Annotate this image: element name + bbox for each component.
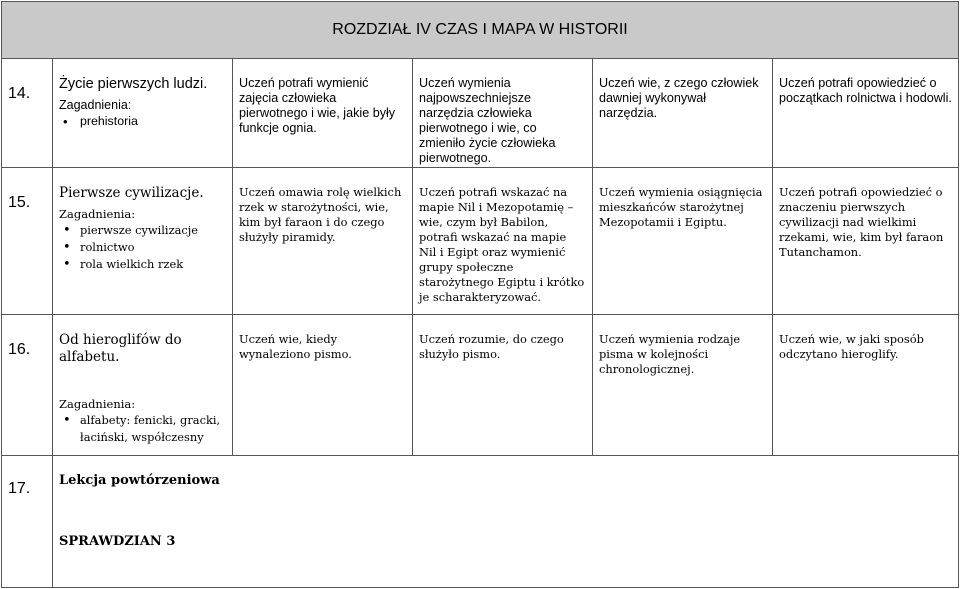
curriculum-table (1, 1, 959, 588)
topics-list (59, 222, 226, 273)
lesson-number: 17. (2, 456, 53, 588)
topics-list (59, 412, 226, 446)
lesson-number: 16. (2, 315, 53, 456)
lesson-cell (53, 315, 233, 456)
topic-item: • rolnictwo (63, 239, 226, 256)
requirement-cell: Uczeń potrafi opowiedzieć o znaczeniu pierwszych cywilizacji nad wielkimi rzekami, wie, kim był faraon Tutanchamon. (773, 168, 959, 315)
requirement-cell: Uczeń wie, z czego człowiek dawniej wykonywał narzędzia. (593, 58, 773, 167)
lesson-title: Lekcja powtórzeniowa (59, 473, 220, 489)
chapter-title: ROZDZIAŁ IV CZAS I MAPA W HISTORII (2, 2, 959, 59)
requirement-cell: Uczeń wymienia rodzaje pisma w kolejności chronologicznej. (593, 315, 773, 456)
topic-item: • alfabety: fenicki, gracki, łaciński, współczesny (63, 412, 226, 446)
requirement-cell: Uczeń potrafi wskazać na mapie Nil i Mezopotamię – wie, czym był Babilon, potrafi wskazać na mapie Nil i Egipt oraz wymienić grupy społeczne starożytnego Egiptu i krótko je scharakteryzować. (413, 168, 593, 315)
lesson-title: Pierwsze cywilizacje. (59, 185, 204, 202)
lesson-title: Od hieroglifów do alfabetu. (59, 332, 182, 366)
table-row (2, 456, 959, 588)
topics-list (59, 113, 226, 130)
topic-item: • prehistoria (63, 113, 226, 130)
topics-label: Zagadnienia: (59, 397, 136, 412)
table-row (2, 315, 959, 456)
test-label: SPRAWDZIAN 3 (59, 534, 176, 550)
requirement-cell: Uczeń potrafi opowiedzieć o początkach rolnictwa i hodowli. (773, 58, 959, 167)
lesson-number: 14. (2, 58, 53, 167)
requirement-cell: Uczeń wymienia osiągnięcia mieszkańców starożytnej Mezopotamii i Egiptu. (593, 168, 773, 315)
requirement-cell: Uczeń potrafi wymienić zajęcia człowieka pierwotnego i wie, jakie były funkcje ognia. (233, 58, 413, 167)
lesson-cell (53, 58, 233, 167)
table-row (2, 58, 959, 167)
requirement-cell: Uczeń wie, kiedy wynaleziono pismo. (233, 315, 413, 456)
topic-item: • pierwsze cywilizacje (63, 222, 226, 239)
requirement-cell: Uczeń wie, w jaki sposób odczytano hieroglify. (773, 315, 959, 456)
requirement-cell: Uczeń omawia rolę wielkich rzek w starożytności, wie, kim był faraon i do czego służyły piramidy. (233, 168, 413, 315)
table-row (2, 168, 959, 315)
lesson-title: Życie pierwszych ludzi. (59, 75, 208, 92)
chapter-header-row (2, 2, 959, 59)
lesson-number: 15. (2, 168, 53, 315)
topic-item: • rola wielkich rzek (63, 256, 226, 273)
summary-cell (53, 456, 959, 588)
topics-label: Zagadnienia: (59, 207, 136, 222)
lesson-cell (53, 168, 233, 315)
requirement-cell: Uczeń wymienia najpowszechniejsze narzędzia człowieka pierwotnego i wie, co zmieniło życie człowieka pierwotnego. (413, 58, 593, 167)
requirement-cell: Uczeń rozumie, do czego służyło pismo. (413, 315, 593, 456)
topics-label: Zagadnienia: (59, 97, 132, 112)
